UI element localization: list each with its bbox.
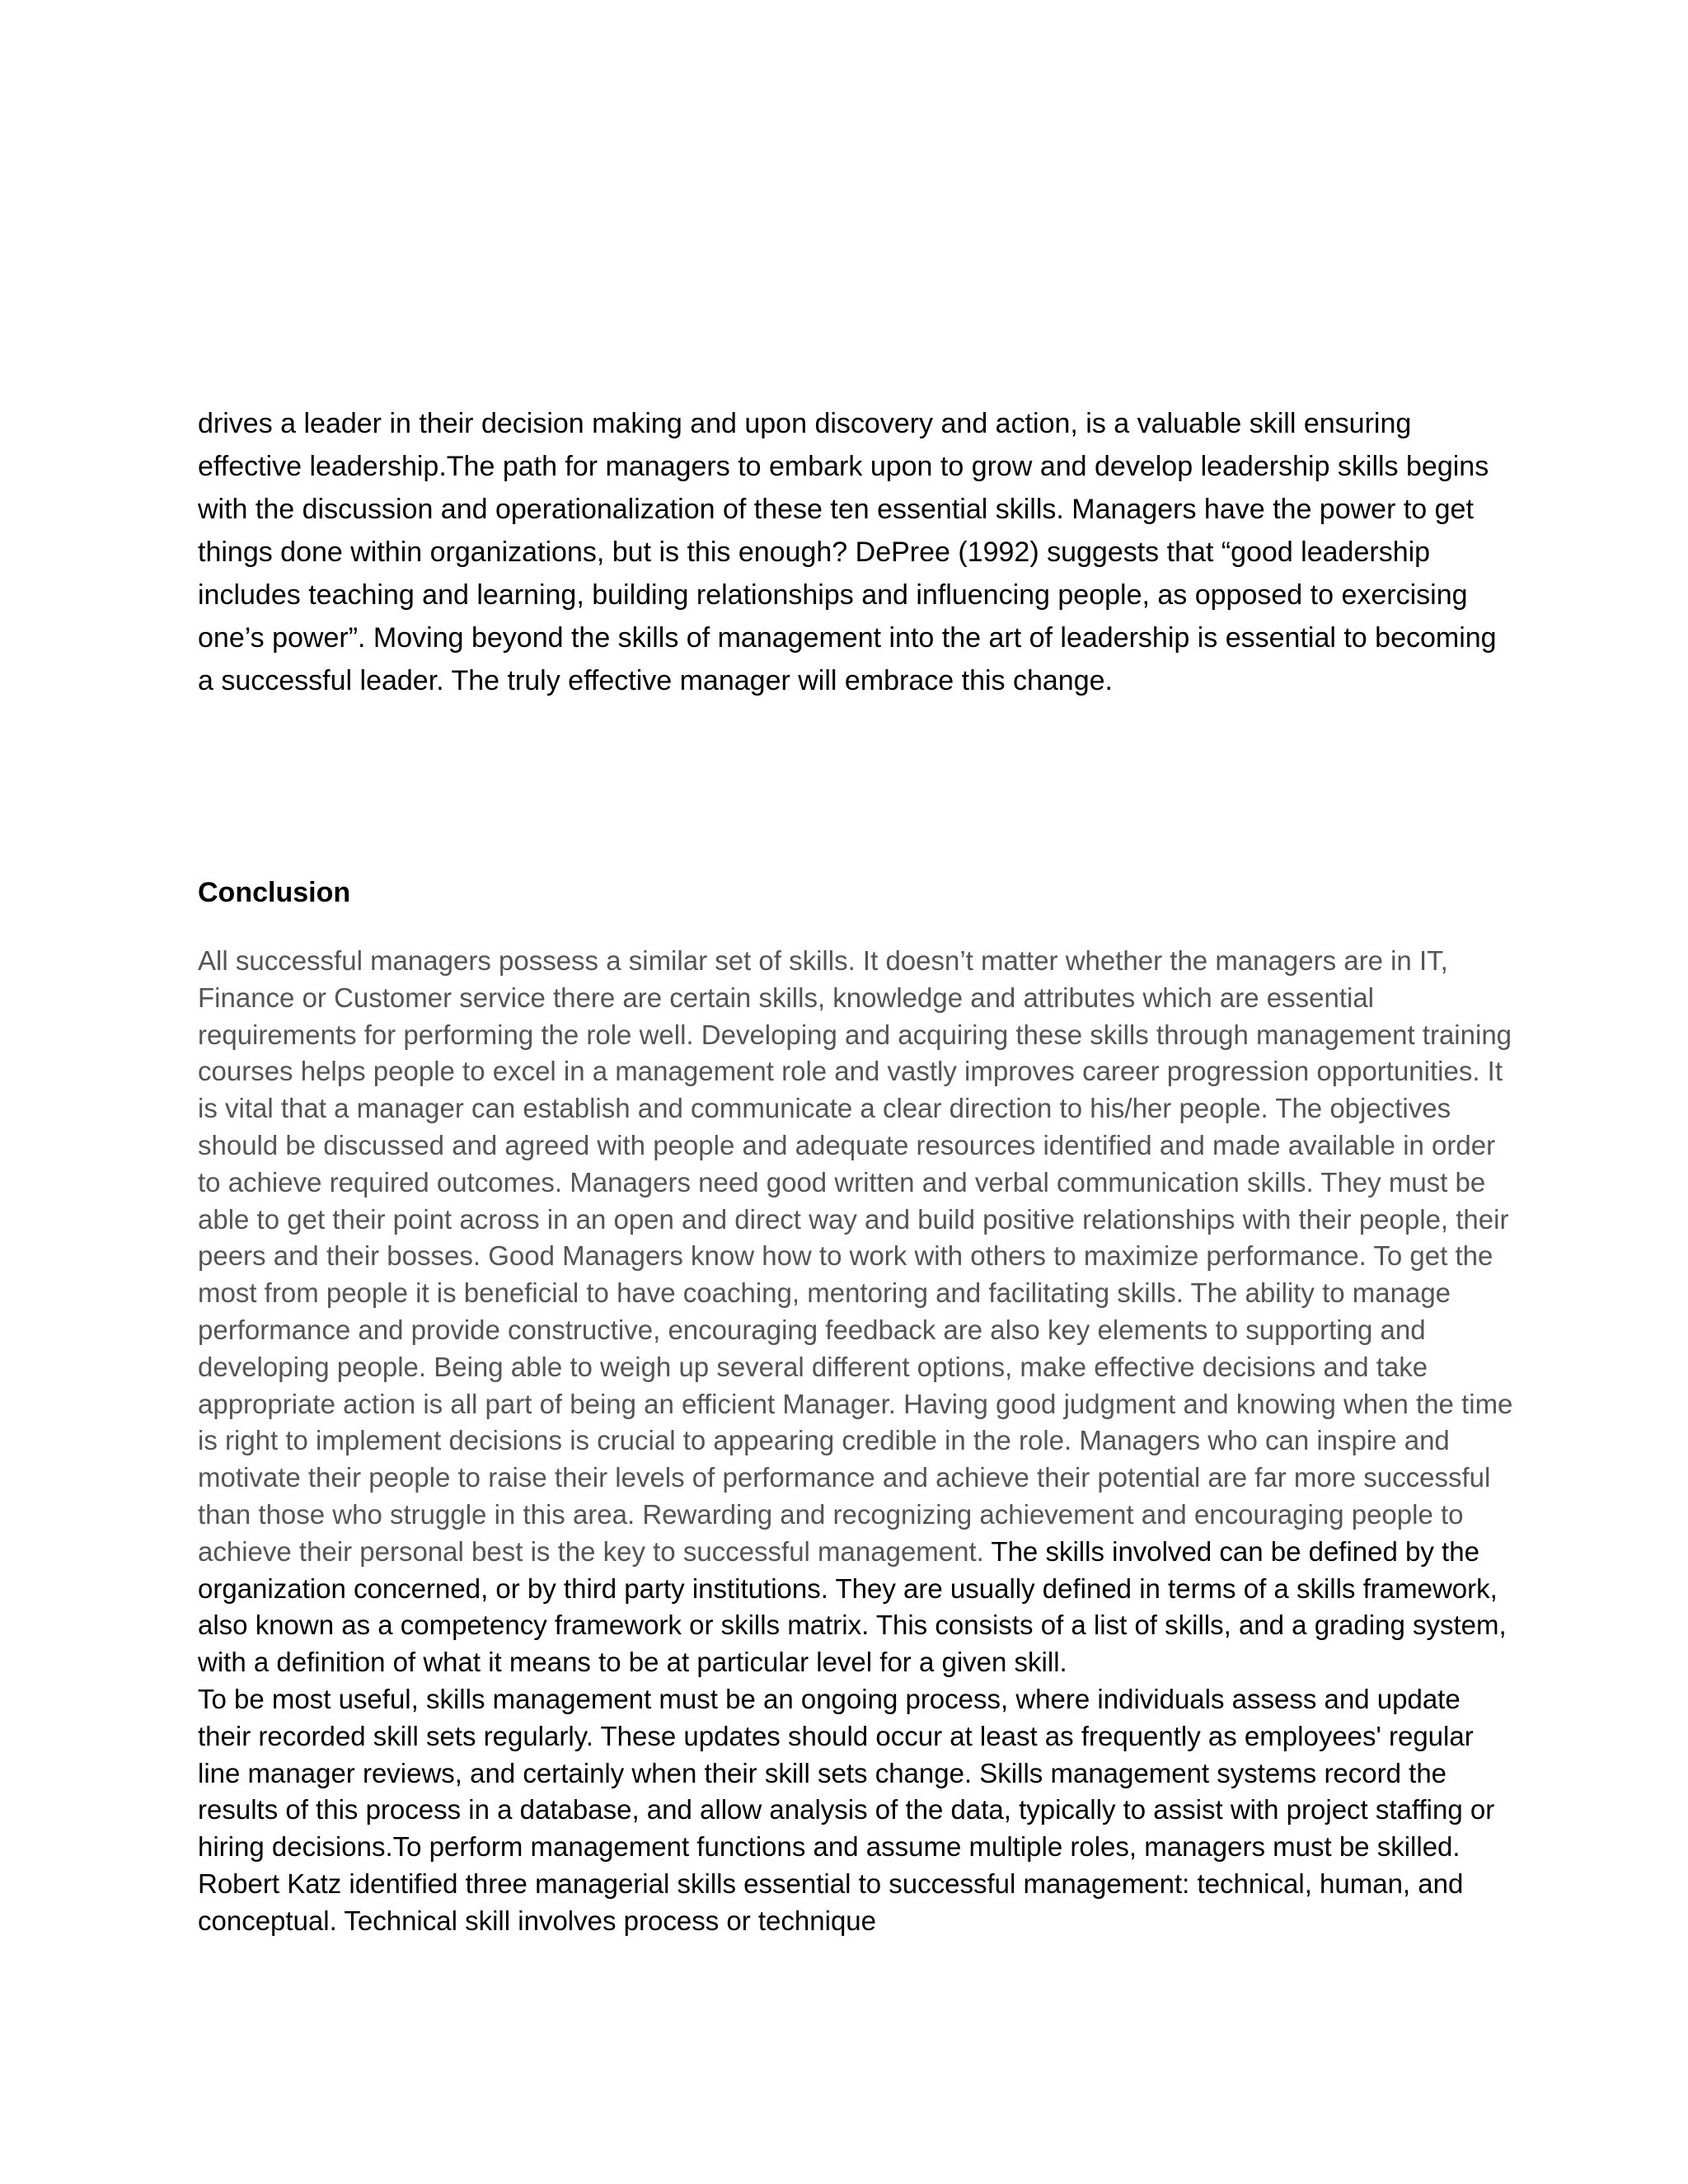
conclusion-text-black: The skills involved can be defined by the organization concerned, or by third party institutions. They are usually defined in terms of a skills framework, also known as a competency framework or skills matrix. This consists of a list of skills, and a grading system, with a definition of what it means to be at particular level for a given skill.	[198, 1535, 1507, 1678]
conclusion-paragraph	[198, 943, 1517, 1681]
conclusion-body	[198, 943, 1517, 1940]
opening-paragraph: drives a leader in their decision making and upon discovery and action, is a valuable skill ensuring effective leadership.The path for managers to embark upon to grow and develop leadership skills begins with the discussion and operationalization of these ten essential skills. Managers have the power to get things done within organizations, but is this enough? DePree (1992) suggests that “good leadership includes teaching and learning, building relationships and influencing people, as opposed to exercising one’s power”. Moving beyond the skills of management into the art of leadership is essential to becoming a successful leader. The truly effective manager will embrace this change.	[198, 408, 1497, 696]
section-heading-conclusion: Conclusion	[198, 877, 351, 908]
skills-management-paragraph: To be most useful, skills management must be an ongoing process, where individuals assess and update their recorded skill sets regularly. These updates should occur at least as frequently as employees' regular line manager reviews, and certainly when their skill sets change. Skills management systems record the results of this process in a database, and allow analysis of the data, typically to assist with project staffing or hiring decisions.To perform management functions and assume multiple roles, managers must be skilled. Robert Katz identified three managerial skills essential to successful management: technical, human, and conceptual. Technical skill involves process or technique	[198, 1683, 1495, 1936]
conclusion-text-gray: All successful managers possess a similar set of skills. It doesn’t matter whether the managers are in IT, Finance or Customer service there are certain skills, knowledge and attributes which are essential requirements for performing the role well. Developing and acquiring these skills through management training courses helps people to excel in a management role and vastly improves career progression opportunities. It is vital that a manager can establish and communicate a clear direction to his/her people. The objectives should be discussed and agreed with people and adequate resources identified and made available in order to achieve required outcomes. Managers need good written and verbal communication skills. They must be able to get their point across in an open and direct way and build positive relationships with their people, their peers and their bosses. Good Managers know how to work with others to maximize performance. To get the most from people it is beneficial to have coaching, mentoring and facilitating skills. The ability to manage performance and provide constructive, encouraging feedback are also key elements to supporting and developing people. Being able to weigh up several different options, make effective decisions and take appropriate action is all part of being an efficient Manager. Having good judgment and knowing when the time is right to implement decisions is crucial to appearing credible in the role. Managers who can inspire and motivate their people to raise their levels of performance and achieve their potential are far more successful than those who struggle in this area. Rewarding and recognizing achievement and encouraging people to achieve their personal best is the key to successful management.	[198, 945, 1513, 1567]
